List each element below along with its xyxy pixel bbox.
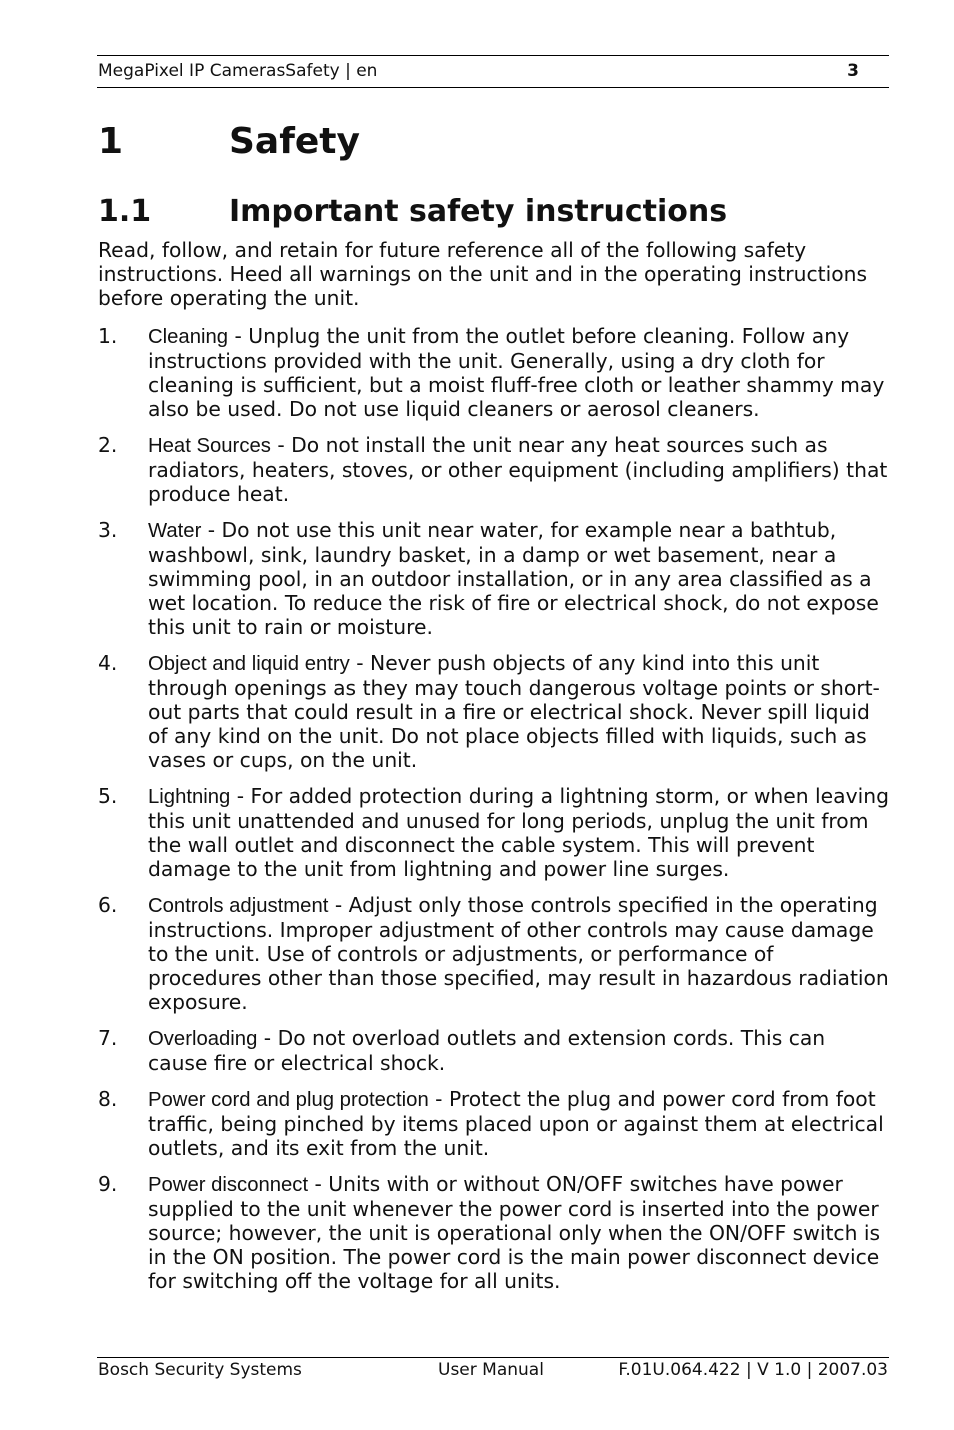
section-title: Important safety instructions — [229, 194, 728, 229]
item-term: Power disconnect — [148, 1174, 309, 1196]
item-number: 9. — [98, 1172, 118, 1196]
item-number: 8. — [98, 1087, 118, 1111]
item-number: 7. — [98, 1026, 118, 1050]
item-text: - For added protection during a lightning storm, or when leaving this unit unattended and unused for long periods, unplug the unit from the wall outlet and disconnect the cable system. This will prevent damage to the unit from lightning and power line surges. — [148, 784, 889, 881]
chapter-heading — [98, 118, 888, 166]
item-term: Controls adjustment — [148, 895, 329, 917]
item-number: 6. — [98, 893, 118, 917]
footer-company: Bosch Security Systems — [98, 1360, 302, 1380]
item-text: - Adjust only those controls specified in the operating instructions. Improper adjustment of other controls may cause damage to the unit. Use of controls or adjustments, or performance of procedures other than those specified, may result in hazardous radiation exposure. — [148, 893, 889, 1014]
item-text: - Do not overload outlets and extension cords. This can cause fire or electrical shock. — [148, 1026, 826, 1075]
footer-rule — [97, 1357, 889, 1358]
item-term: Object and liquid entry — [148, 653, 350, 675]
item-term: Lightning — [148, 786, 231, 808]
list-item — [98, 518, 890, 639]
header-bottom-rule — [97, 87, 889, 88]
item-number: 3. — [98, 518, 118, 542]
chapter-title: Safety — [229, 121, 360, 162]
list-item — [98, 893, 890, 1014]
list-item — [98, 1087, 890, 1160]
item-text: - Never push objects of any kind into this unit through openings as they may touch dangerous voltage points or short-out parts that could result in a fire or electrical shock. Never spill liquid of any kind on the unit. Do not place objects filled with liquids, such as vases or cups, on the unit. — [148, 651, 880, 772]
item-number: 2. — [98, 433, 118, 457]
header-top-rule — [97, 55, 889, 56]
list-item — [98, 1026, 890, 1075]
list-item — [98, 1172, 890, 1293]
item-text: - Do not install the unit near any heat sources such as radiators, heaters, stoves, or other equipment (including amplifiers) that produce heat. — [148, 433, 888, 506]
safety-instructions-list — [98, 324, 890, 1305]
section-heading — [98, 193, 888, 231]
running-header — [98, 61, 889, 81]
list-item — [98, 433, 890, 506]
intro-paragraph: Read, follow, and retain for future reference all of the following safety instructions. Heed all warnings on the unit and in the operating instructions before operating the unit. — [98, 238, 868, 310]
item-term: Power cord and plug protection — [148, 1089, 429, 1111]
item-term: Overloading — [148, 1028, 258, 1050]
item-number: 1. — [98, 324, 118, 348]
item-number: 4. — [98, 651, 118, 675]
item-number: 5. — [98, 784, 118, 808]
list-item — [98, 324, 890, 421]
footer-document-id: F.01U.064.422 | V 1.0 | 2007.03 — [618, 1360, 888, 1380]
list-item — [98, 651, 890, 772]
item-text: - Units with or without ON/OFF switches have power supplied to the unit whenever the power cord is inserted into the power source; however, the unit is operational only when the ON/OFF switch is in the ON position. The power cord is the main power disconnect device for switching off the voltage for all units. — [148, 1172, 881, 1293]
footer-document-type: User Manual — [438, 1360, 544, 1380]
item-text: - Do not use this unit near water, for example near a bathtub, washbowl, sink, laundry basket, in a damp or wet basement, near a swimming pool, in an outdoor installation, or in any area classified as a wet location. To reduce the risk of fire or electrical shock, do not expose this unit to rain or moisture. — [148, 518, 879, 639]
page-number: 3 — [847, 61, 859, 81]
list-item — [98, 784, 890, 881]
item-text: - Protect the plug and power cord from foot traffic, being pinched by items placed upon or against them at electrical outlets, and its exit from the unit. — [148, 1087, 884, 1160]
header-title: MegaPixel IP CamerasSafety | en — [98, 61, 378, 81]
item-term: Cleaning — [148, 326, 229, 348]
section-number: 1.1 — [98, 194, 152, 229]
chapter-number: 1 — [98, 121, 124, 162]
item-term: Heat Sources — [148, 435, 271, 457]
item-text: - Unplug the unit from the outlet before cleaning. Follow any instructions provided with the unit. Generally, using a dry cloth for cleaning is sufficient, but a moist fluff-free cloth or leather shammy may also be used. Do not use liquid cleaners or aerosol cleaners. — [148, 324, 885, 421]
item-term: Water — [148, 520, 202, 542]
